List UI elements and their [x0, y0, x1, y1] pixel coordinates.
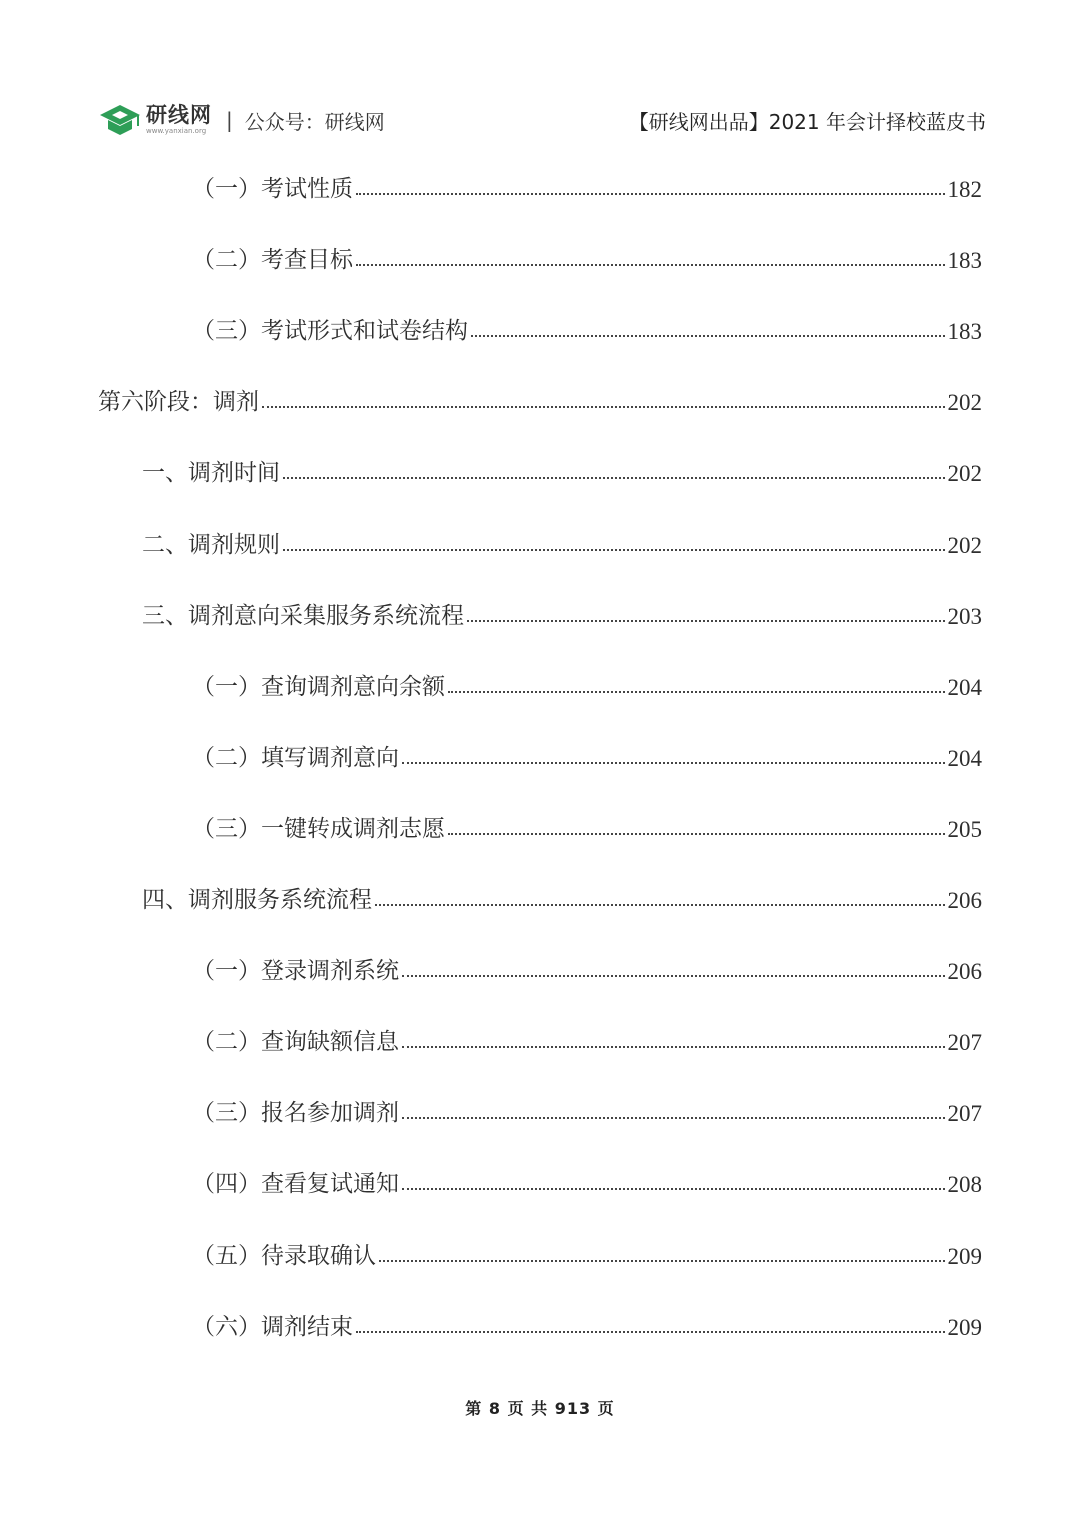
toc-entry[interactable] — [142, 447, 982, 487]
toc-entry-page: 204 — [947, 745, 982, 771]
toc-entry[interactable] — [192, 803, 982, 843]
toc-entry-page: 202 — [947, 532, 982, 558]
brand-name: 研线网 — [146, 103, 212, 127]
toc-entry[interactable] — [192, 1087, 982, 1127]
toc-entry-page: 207 — [947, 1030, 982, 1056]
toc-entry-page: 206 — [947, 888, 982, 913]
page-number: 第 8 页 共 913 页 — [465, 1399, 615, 1418]
toc-entry[interactable] — [142, 590, 982, 630]
toc-dot-leader — [375, 904, 945, 906]
toc-dot-leader — [356, 193, 945, 195]
toc-entry-page: 206 — [947, 959, 982, 985]
toc-entry-title: 一、调剂时间 — [142, 460, 280, 487]
header-separator: | — [226, 108, 233, 132]
toc-dot-leader — [283, 477, 945, 479]
toc-entry[interactable] — [142, 874, 982, 914]
toc-entry-title: （一）考试性质 — [192, 176, 353, 202]
toc-entry-page: 205 — [947, 816, 982, 842]
toc-entry[interactable] — [142, 519, 982, 559]
toc-entry[interactable] — [192, 1301, 982, 1341]
toc-dot-leader — [402, 1117, 945, 1119]
brand — [98, 101, 385, 139]
toc-dot-leader — [402, 762, 945, 764]
toc-entry-title: （三）考试形式和试卷结构 — [192, 318, 468, 345]
toc-dot-leader — [262, 406, 945, 408]
toc-entry-page: 208 — [947, 1172, 982, 1198]
toc-dot-leader — [283, 549, 945, 551]
toc-entry[interactable] — [192, 1230, 982, 1270]
toc-entry-title: （六）调剂结束 — [192, 1313, 353, 1340]
toc-entry-title: （一）查询调剂意向余额 — [192, 673, 445, 700]
toc-dot-leader — [448, 691, 945, 693]
toc-dot-leader — [448, 833, 945, 835]
toc-dot-leader — [402, 1188, 945, 1190]
toc-dot-leader — [402, 1046, 945, 1048]
toc-entry-page: 202 — [947, 461, 982, 487]
toc-entry-page: 209 — [947, 1243, 982, 1269]
graduation-cap-logo-icon — [98, 101, 142, 139]
toc-entry[interactable] — [192, 234, 982, 274]
toc-entry-title: 二、调剂规则 — [142, 531, 280, 558]
document-title: 【研线网出品】2021 年会计择校蓝皮书 — [628, 109, 986, 134]
toc-entry[interactable] — [192, 945, 982, 985]
toc-entry-title: （二）填写调剂意向 — [192, 744, 399, 771]
toc-entry-title: （三）报名参加调剂 — [192, 1100, 399, 1127]
toc-entry-page: 202 — [947, 390, 982, 416]
toc-entry-page: 182 — [947, 177, 982, 202]
toc-entry[interactable] — [192, 1158, 982, 1198]
toc-entry[interactable] — [192, 163, 982, 203]
toc-entry-title: 三、调剂意向采集服务系统流程 — [142, 602, 464, 629]
toc-entry-page: 203 — [947, 603, 982, 629]
page-header — [98, 98, 986, 142]
toc-entry-title: （四）查看复试通知 — [192, 1171, 399, 1198]
toc-entry-page: 204 — [947, 674, 982, 700]
brand-url: www.yanxian.org — [146, 127, 207, 135]
toc-entry[interactable] — [192, 1016, 982, 1056]
toc-dot-leader — [356, 264, 945, 266]
toc-entry-page: 209 — [947, 1314, 982, 1340]
toc-entry-title: 第六阶段：调剂 — [98, 389, 259, 416]
toc-dot-leader — [402, 975, 945, 977]
toc-entry-title: （三）一键转成调剂志愿 — [192, 815, 445, 842]
toc-entry-page: 183 — [947, 319, 982, 345]
toc-entry-page: 183 — [947, 248, 982, 274]
toc-dot-leader — [356, 1331, 945, 1333]
toc-entry-title: （二）考查目标 — [192, 247, 353, 274]
toc-entry-page: 207 — [947, 1101, 982, 1127]
toc-entry-title: （五）待录取确认 — [192, 1242, 376, 1269]
toc-entry-title: （二）查询缺额信息 — [192, 1029, 399, 1056]
toc-entry[interactable] — [98, 376, 982, 416]
toc-dot-leader — [379, 1260, 945, 1262]
toc-entry[interactable] — [192, 305, 982, 345]
toc-entry[interactable] — [192, 732, 982, 772]
toc-dot-leader — [471, 335, 945, 337]
wechat-account: 公众号：研线网 — [244, 109, 385, 134]
toc-entry[interactable] — [192, 661, 982, 701]
brand-text — [146, 105, 212, 135]
toc-entry-title: 四、调剂服务系统流程 — [142, 887, 372, 913]
toc-dot-leader — [467, 620, 945, 622]
toc-entry-title: （一）登录调剂系统 — [192, 958, 399, 985]
